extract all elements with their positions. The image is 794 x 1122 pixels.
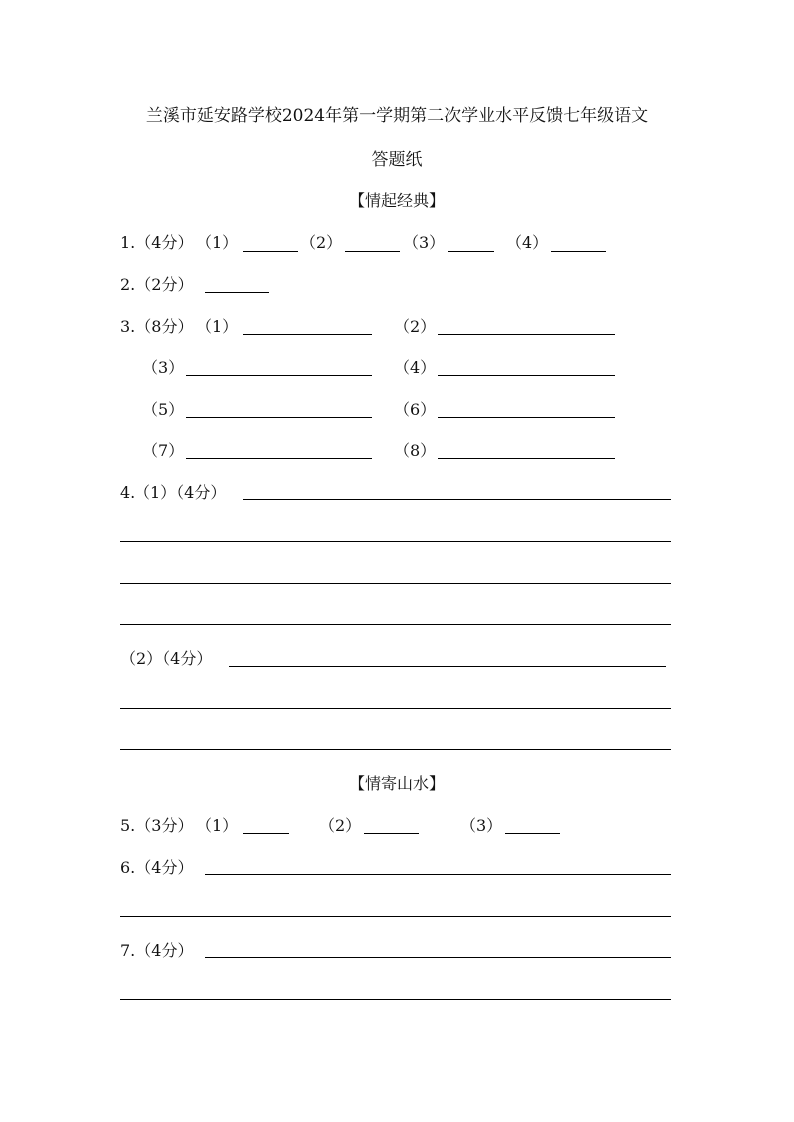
q1-answer-1[interactable] bbox=[243, 251, 298, 252]
q3-answer-5[interactable] bbox=[186, 417, 372, 418]
q1-label: 1.（4分） bbox=[120, 233, 194, 252]
q3-answer-3[interactable] bbox=[186, 375, 372, 376]
q5-answer-1[interactable] bbox=[243, 833, 289, 834]
q5-label: 5.（3分） bbox=[120, 816, 194, 835]
section-heading-2: 【情寄山水】 bbox=[348, 774, 445, 793]
q1-answer-4[interactable] bbox=[551, 251, 606, 252]
q7-line-1[interactable] bbox=[205, 957, 671, 958]
q3-answer-8[interactable] bbox=[438, 458, 615, 459]
q3-answer-2[interactable] bbox=[438, 334, 615, 335]
q3-answer-4[interactable] bbox=[438, 375, 615, 376]
q3-part2-label: （2） bbox=[394, 317, 437, 336]
q6-label: 6.（4分） bbox=[120, 858, 194, 877]
q1-answer-3[interactable] bbox=[448, 251, 494, 252]
q3-part8-label: （8） bbox=[394, 441, 437, 460]
q3-part3-label: （3） bbox=[142, 358, 185, 377]
q4-part2-line-1[interactable] bbox=[229, 666, 666, 667]
q1-part3-label: （3） bbox=[403, 233, 446, 252]
q3-part4-label: （4） bbox=[394, 358, 437, 377]
q4-label: 4. bbox=[120, 483, 136, 502]
q5-part3-label: （3） bbox=[460, 816, 503, 835]
q4-part1-line-4[interactable] bbox=[120, 624, 671, 625]
q5-answer-2[interactable] bbox=[364, 833, 419, 834]
q5-part2-label: （2） bbox=[319, 816, 362, 835]
q1-part1-label: （1） bbox=[196, 233, 239, 252]
q4-part1-line-3[interactable] bbox=[120, 583, 671, 584]
q5-answer-3[interactable] bbox=[505, 833, 560, 834]
q4-part2-line-3[interactable] bbox=[120, 749, 671, 750]
q3-part1-label: （1） bbox=[196, 317, 239, 336]
q3-part5-label: （5） bbox=[142, 400, 185, 419]
q3-label: 3.（8分） bbox=[120, 317, 194, 336]
q3-part6-label: （6） bbox=[394, 400, 437, 419]
q3-answer-1[interactable] bbox=[243, 334, 372, 335]
q1-answer-2[interactable] bbox=[345, 251, 400, 252]
q4-part1-line-1[interactable] bbox=[243, 499, 671, 500]
q3-answer-7[interactable] bbox=[186, 458, 372, 459]
q6-line-1[interactable] bbox=[205, 874, 671, 875]
q3-part7-label: （7） bbox=[142, 441, 185, 460]
q1-part4-label: （4） bbox=[506, 233, 549, 252]
q4-part1-line-2[interactable] bbox=[120, 541, 671, 542]
q5-part1-label: （1） bbox=[196, 816, 239, 835]
page-subtitle: 答题纸 bbox=[371, 150, 423, 170]
q4-part2-label: （2）（4分） bbox=[120, 649, 213, 668]
q1-part2-label: （2） bbox=[300, 233, 343, 252]
q2-label: 2.（2分） bbox=[120, 275, 194, 294]
section-heading-1: 【情起经典】 bbox=[348, 191, 445, 210]
q3-answer-6[interactable] bbox=[438, 417, 615, 418]
q4-part2-line-2[interactable] bbox=[120, 708, 671, 709]
q7-label: 7.（4分） bbox=[120, 941, 194, 960]
q6-line-2[interactable] bbox=[120, 916, 671, 917]
q2-answer[interactable] bbox=[205, 292, 269, 293]
q7-line-2[interactable] bbox=[120, 999, 671, 1000]
q4-part1-label: （1）（4分） bbox=[134, 483, 227, 502]
page-title: 兰溪市延安路学校2024年第一学期第二次学业水平反馈七年级语文 bbox=[145, 106, 649, 126]
